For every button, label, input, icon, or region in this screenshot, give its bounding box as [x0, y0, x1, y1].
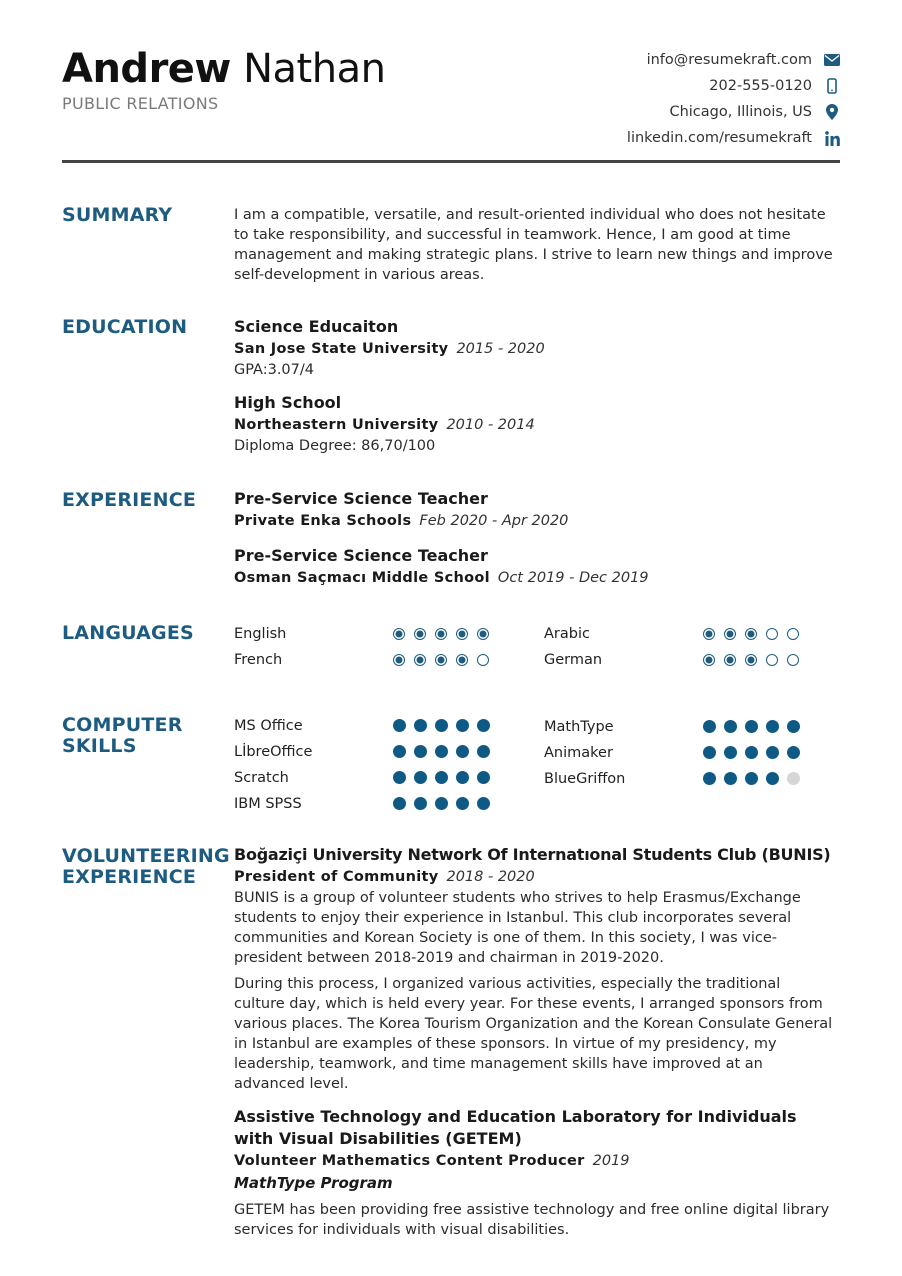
volunteering-entry	[234, 844, 834, 1094]
summary-section	[62, 205, 840, 285]
rating-dot-filled	[477, 628, 489, 640]
volunteering-organization: Assistive Technology and Education Laboratory for Individuals with Visual Disabilities (GETEM)	[234, 1107, 797, 1148]
skill-row	[234, 715, 534, 737]
skill-dot-filled	[703, 720, 716, 733]
skill-dot-filled	[766, 720, 779, 733]
education-entry	[234, 392, 834, 456]
skill-dot-filled	[393, 771, 406, 784]
skill-dot-filled	[724, 772, 737, 785]
education-school: San Jose State University	[234, 341, 449, 357]
education-section	[62, 317, 840, 462]
skill-dot-filled	[414, 719, 427, 732]
language-name: German	[544, 652, 603, 668]
skill-dot-filled	[456, 745, 469, 758]
language-row	[544, 649, 844, 671]
phone-icon	[824, 78, 840, 94]
experience-entry	[234, 545, 834, 589]
language-row	[544, 623, 844, 645]
rating-dot-filled	[703, 654, 715, 666]
skill-rating	[703, 746, 808, 759]
skill-dot-filled	[766, 772, 779, 785]
skill-dot-filled	[414, 797, 427, 810]
location-pin-icon	[824, 104, 840, 120]
experience-section	[62, 490, 840, 595]
education-dates: 2015 - 2020	[456, 341, 545, 357]
language-rating	[393, 628, 498, 640]
rating-dot-filled	[414, 654, 426, 666]
skill-row	[234, 741, 534, 763]
job-role: PUBLIC RELATIONS	[62, 94, 219, 113]
experience-heading: EXPERIENCE	[62, 489, 197, 511]
skill-dot-filled	[393, 719, 406, 732]
education-dates: 2010 - 2014	[446, 417, 535, 433]
skill-name: BlueGriffon	[544, 771, 626, 787]
volunteering-heading	[62, 845, 230, 888]
experience-entry	[234, 488, 834, 532]
skill-row	[544, 742, 844, 764]
skill-row	[234, 767, 534, 789]
volunteering-entry	[234, 1106, 834, 1240]
skill-dot-filled	[435, 771, 448, 784]
skill-dot-filled	[724, 746, 737, 759]
computer-skills-heading-line2: SKILLS	[62, 735, 137, 757]
full-name	[62, 44, 385, 94]
resume-header	[62, 42, 840, 154]
rating-dot-empty	[787, 654, 799, 666]
skill-dot-filled	[435, 719, 448, 732]
skill-dot-filled	[745, 772, 758, 785]
rating-dot-filled	[745, 654, 757, 666]
skill-dot-filled	[477, 745, 490, 758]
volunteering-dates: 2018 - 2020	[446, 869, 535, 885]
computer-skills-heading-line1: COMPUTER	[62, 714, 183, 736]
education-degree: Science Educaiton	[234, 317, 399, 336]
skill-rating	[703, 772, 808, 785]
volunteering-paragraph: GETEM has been providing free assistive technology and free online digital library services for individuals with visual disabilities.	[234, 1202, 830, 1238]
skill-dot-empty	[787, 772, 800, 785]
volunteering-paragraph: During this process, I organized various activities, especially the traditional culture day, which is held every year. For these events, I arranged sponsors from various places. The Korea Tourism Organization and the Korean Consulate General in Istanbul are examples of these sponsors. In virtue of my presidency, my leadership, teamwork, and time management skills have improved at an advanced level.	[234, 976, 833, 1092]
language-name: French	[234, 652, 283, 668]
linkedin-icon	[824, 130, 840, 146]
skill-rating	[393, 797, 498, 810]
contact-location-text: Chicago, Illinois, US	[669, 104, 812, 120]
rating-dot-filled	[393, 628, 405, 640]
rating-dot-filled	[724, 628, 736, 640]
language-name: Arabic	[544, 626, 590, 642]
skill-name: IBM SPSS	[234, 796, 302, 812]
contact-email[interactable]	[627, 47, 840, 73]
last-name: Nathan	[243, 46, 386, 92]
skill-dot-filled	[787, 720, 800, 733]
rating-dot-empty	[766, 628, 778, 640]
skill-dot-filled	[703, 772, 716, 785]
language-row	[234, 649, 534, 671]
rating-dot-filled	[724, 654, 736, 666]
skill-dot-filled	[456, 719, 469, 732]
language-row	[234, 623, 534, 645]
skill-dot-filled	[477, 719, 490, 732]
summary-heading: SUMMARY	[62, 204, 173, 226]
skill-rating	[393, 771, 498, 784]
skill-dot-filled	[477, 797, 490, 810]
skill-dot-filled	[724, 720, 737, 733]
skill-name: Animaker	[544, 745, 613, 761]
experience-position: Pre-Service Science Teacher	[234, 489, 488, 508]
skill-dot-filled	[456, 771, 469, 784]
experience-org-line	[234, 567, 834, 589]
rating-dot-filled	[456, 654, 468, 666]
volunteering-dates: 2019	[592, 1153, 630, 1169]
rating-dot-empty	[787, 628, 799, 640]
languages-heading: LANGUAGES	[62, 622, 194, 644]
education-school-line	[234, 338, 834, 360]
skill-dot-filled	[456, 797, 469, 810]
skill-name: MS Office	[234, 718, 303, 734]
skill-name: LİbreOffice	[234, 744, 313, 760]
skill-dot-filled	[435, 745, 448, 758]
skill-row	[544, 716, 844, 738]
skill-rating	[393, 745, 498, 758]
rating-dot-filled	[435, 628, 447, 640]
language-name: English	[234, 626, 287, 642]
volunteering-organization: Boğaziçi University Network Of Internatıonal Students Club (BUNIS)	[234, 845, 831, 864]
skill-row	[234, 793, 534, 815]
experience-org: Osman Saçmacı Middle School	[234, 570, 490, 586]
rating-dot-filled	[745, 628, 757, 640]
rating-dot-filled	[393, 654, 405, 666]
education-heading: EDUCATION	[62, 316, 188, 338]
skill-dot-filled	[393, 745, 406, 758]
skill-dot-filled	[393, 797, 406, 810]
skill-dot-filled	[414, 745, 427, 758]
volunteering-paragraph: BUNIS is a group of volunteer students who strives to help Erasmus/Exchange students to enjoy their experience in Istanbul. This club incorporates several communities and Korean Society is one of them. In this society, I was vice-president between 2018-2019 and chairman in 2019-2020.	[234, 890, 801, 966]
skill-rating	[703, 720, 808, 733]
education-school-line	[234, 414, 834, 436]
education-note: GPA:3.07/4	[234, 362, 314, 378]
skill-dot-filled	[414, 771, 427, 784]
summary-text: I am a compatible, versatile, and result-oriented individual who does not hesitate to take responsibility, and successful in teamwork. Hence, I am good at time management and making strategic plans. I strive to learn new things and improve self-development in various areas.	[234, 207, 833, 283]
contact-phone[interactable]	[627, 73, 840, 99]
skill-rating	[393, 719, 498, 732]
volunteering-program: MathType Program	[234, 1174, 393, 1192]
education-school: Northeastern University	[234, 417, 439, 433]
experience-dates: Oct 2019 - Dec 2019	[497, 570, 649, 586]
volunteering-role: President of Community	[234, 869, 439, 885]
skill-dot-filled	[745, 746, 758, 759]
volunteering-role-line	[234, 866, 834, 888]
experience-org: Private Enka Schools	[234, 513, 412, 529]
skill-dot-filled	[766, 746, 779, 759]
header-divider	[62, 160, 840, 163]
email-icon	[824, 52, 840, 68]
skill-row	[544, 768, 844, 790]
computer-skills-section	[62, 715, 840, 825]
volunteering-role: Volunteer Mathematics Content Producer	[234, 1153, 585, 1169]
contact-location	[627, 99, 840, 125]
language-rating	[703, 654, 808, 666]
skill-name: MathType	[544, 719, 614, 735]
rating-dot-empty	[766, 654, 778, 666]
experience-position: Pre-Service Science Teacher	[234, 546, 488, 565]
skill-dot-filled	[477, 771, 490, 784]
rating-dot-filled	[703, 628, 715, 640]
contact-linkedin[interactable]	[627, 125, 840, 151]
volunteering-role-line	[234, 1150, 834, 1172]
experience-dates: Feb 2020 - Apr 2020	[419, 513, 569, 529]
skill-dot-filled	[787, 746, 800, 759]
first-name: Andrew	[62, 46, 231, 92]
language-rating	[393, 654, 498, 666]
skill-dot-filled	[435, 797, 448, 810]
language-rating	[703, 628, 808, 640]
education-note: Diploma Degree: 86,70/100	[234, 438, 436, 454]
skill-dot-filled	[745, 720, 758, 733]
education-entry	[234, 316, 834, 380]
skill-name: Scratch	[234, 770, 289, 786]
volunteering-heading-line2: EXPERIENCE	[62, 866, 197, 888]
skill-dot-filled	[703, 746, 716, 759]
volunteering-section	[62, 845, 840, 1238]
contact-list	[627, 47, 840, 151]
experience-org-line	[234, 510, 834, 532]
rating-dot-empty	[477, 654, 489, 666]
rating-dot-filled	[414, 628, 426, 640]
volunteering-heading-line1: VOLUNTEERING	[62, 845, 230, 867]
rating-dot-filled	[456, 628, 468, 640]
education-degree: High School	[234, 393, 342, 412]
rating-dot-filled	[435, 654, 447, 666]
contact-email-text[interactable]: info@resumekraft.com	[646, 52, 812, 68]
contact-phone-text[interactable]: 202-555-0120	[709, 78, 812, 94]
computer-skills-heading	[62, 715, 227, 757]
languages-section	[62, 623, 840, 683]
contact-linkedin-text[interactable]: linkedin.com/resumekraft	[626, 130, 812, 146]
